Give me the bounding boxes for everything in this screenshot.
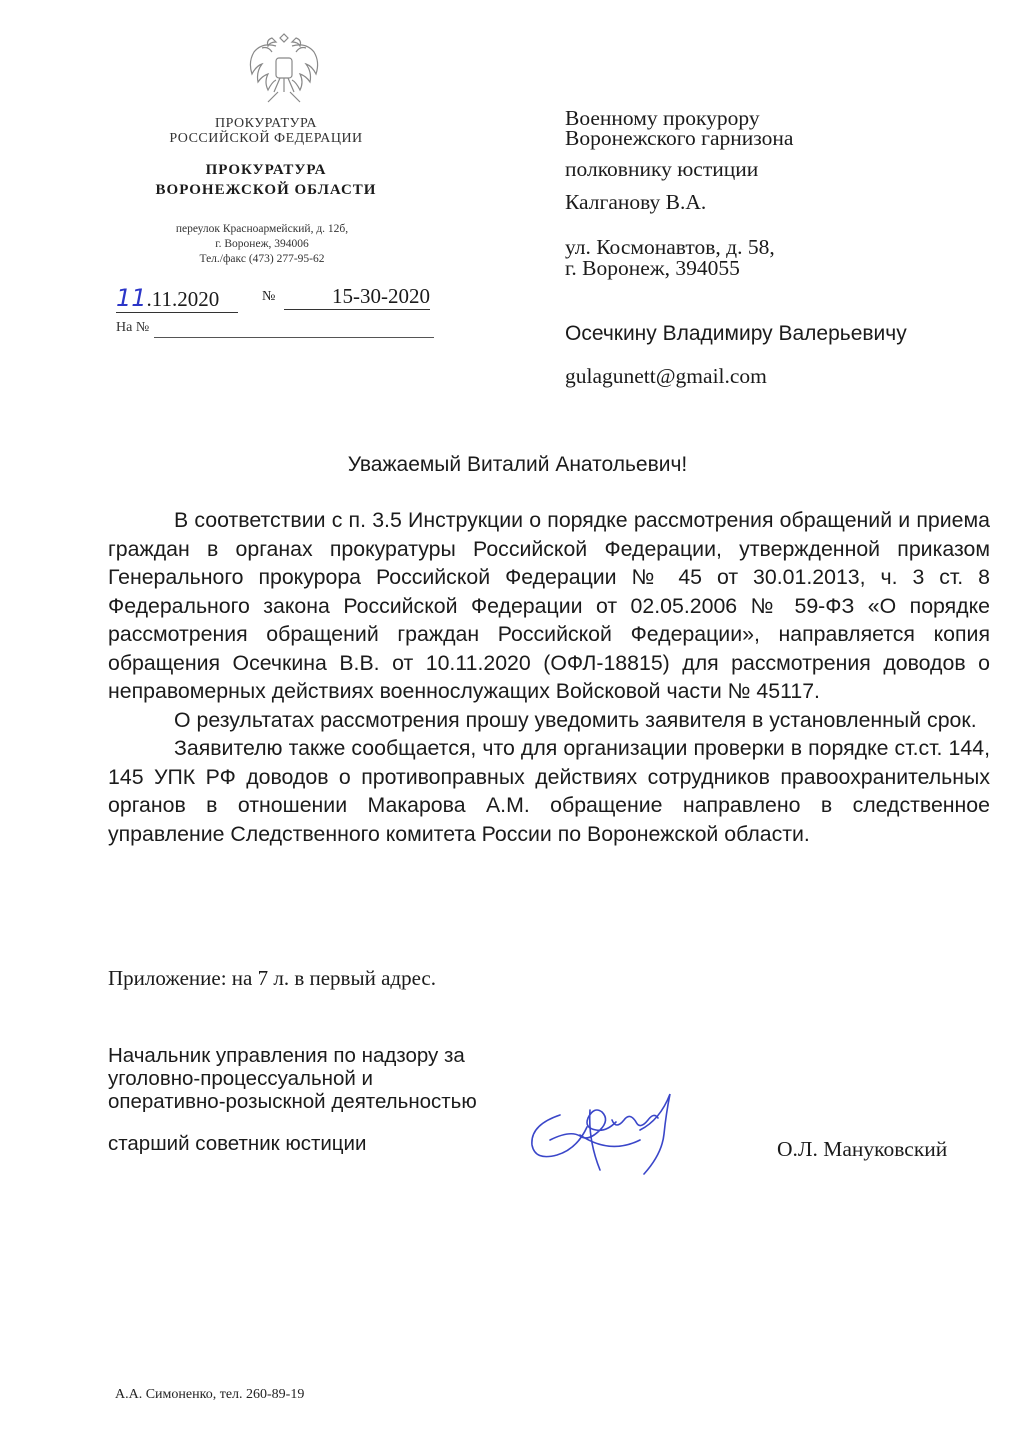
signer-title-line-2: уголовно-процессуальной и xyxy=(108,1067,373,1090)
double-headed-eagle-emblem-icon xyxy=(236,28,332,112)
addressee-line-4: Калганову В.А. xyxy=(565,190,707,214)
org-phone-line: Тел./факс (473) 277-95-62 xyxy=(199,253,325,265)
registration-number-value: 15-30-2020 xyxy=(284,284,430,310)
signer-title xyxy=(108,1044,477,1113)
org-address-line-1: переулок Красноармейский, д. 12б, xyxy=(175,223,349,235)
org-main-line-1: ПРОКУРАТУРА xyxy=(205,162,327,178)
signer-title-line-1: Начальник управления по надзору за xyxy=(108,1044,465,1067)
addressee-line-1: Военному прокурору xyxy=(565,106,760,130)
annex-note: Приложение: на 7 л. в первый адрес. xyxy=(108,966,436,990)
date-rest: .11.2020 xyxy=(146,287,220,311)
org-top-line-1: ПРОКУРАТУРА xyxy=(214,116,318,131)
org-top-line-2: РОССИЙСКОЙ ФЕДЕРАЦИИ xyxy=(169,131,363,146)
handwritten-signature-icon xyxy=(520,1080,700,1180)
reply-to-line xyxy=(154,337,434,338)
letter-body xyxy=(108,506,990,848)
body-paragraph-3: Заявителю также сообщается, что для организации проверки в порядке ст.ст. 144, 145 УПК РФ доводов о противоправных действиях сотрудников правоохранительных органов в отношении Макарова А.М. обращение направлено в следственное управление Следственного комитета России по Воронежской области. xyxy=(108,736,990,846)
registration-date xyxy=(116,284,238,313)
org-address-line-2: г. Воронеж, 394006 xyxy=(215,238,309,250)
signer-rank: старший советник юстиции xyxy=(108,1132,367,1155)
addressee-line-5: ул. Космонавтов, д. 58, xyxy=(565,235,775,259)
signer-title-line-3: оперативно-розыскной деятельностью xyxy=(108,1090,477,1113)
addressee-line-2: Воронежского гарнизона xyxy=(565,126,794,150)
signer-name: О.Л. Мануковский xyxy=(777,1137,948,1161)
addressee-line-3: полковнику юстиции xyxy=(565,157,759,181)
number-sign: № xyxy=(262,289,276,304)
org-main-line-2: ВОРОНЕЖСКОЙ ОБЛАСТИ xyxy=(155,182,377,198)
body-paragraph-2: О результатах рассмотрения прошу уведомить заявителя в установленный срок. xyxy=(174,707,977,732)
registration-number xyxy=(284,284,430,310)
handwritten-day: 11 xyxy=(116,284,147,312)
executor-contact: А.А. Симоненко, тел. 260-89-19 xyxy=(115,1387,305,1402)
addressee-line-6: г. Воронеж, 394055 xyxy=(565,256,740,280)
reply-to-label: На № xyxy=(116,320,150,335)
addressee-line-7: Осечкину Владимиру Валерьевичу xyxy=(565,322,907,345)
addressee-email: gulagunett@gmail.com xyxy=(565,364,767,388)
body-paragraph-1: В соответствии с п. 3.5 Инструкции о порядке рассмотрения обращений и приема граждан в органах прокуратуры Российской Федерации, утвержденной приказом Генерального прокурора Российской Федерации № 45 от 30.01.2013, ч. 3 ст. 8 Федерального закона Российской Федерации от 02.05.2006 № 59-ФЗ «О порядке рассмотрения обращений граждан Российской Федерации», направляется копия обращения Осечкина В.В. от 10.11.2020 (ОФЛ-18815) для рассмотрения доводов о неправомерных действиях военнослужащих Войсковой части № 45117. xyxy=(108,508,990,703)
salutation: Уважаемый Виталий Анатольевич! xyxy=(347,453,688,476)
